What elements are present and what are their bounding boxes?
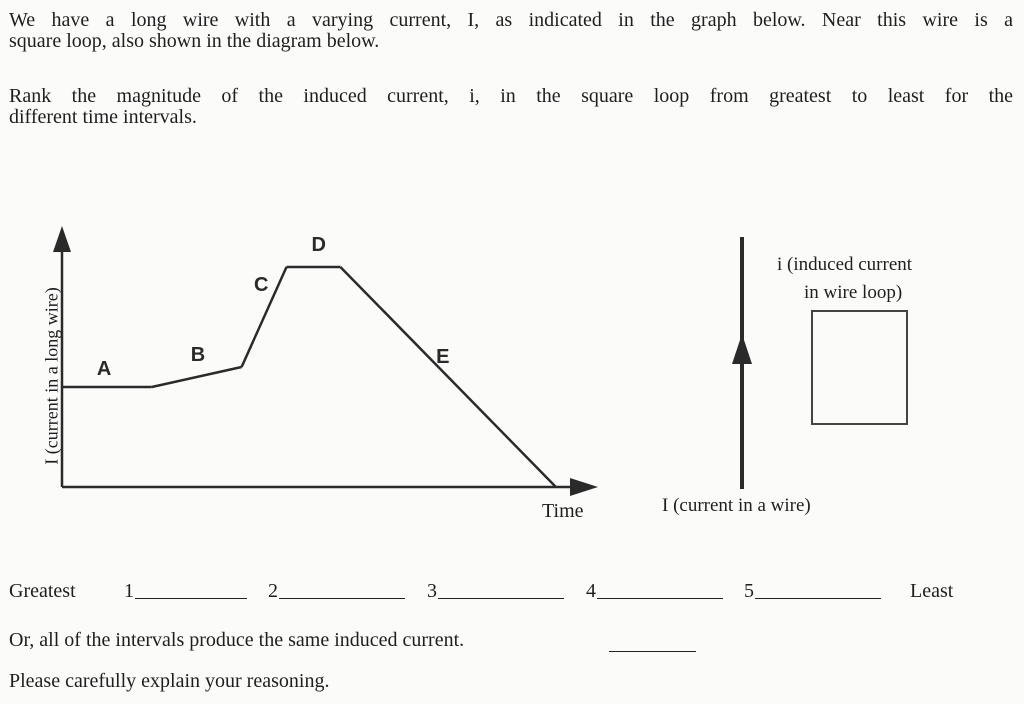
- question-line-2: different time intervals.: [9, 106, 197, 128]
- intro-line-2: square loop, also shown in the diagram below.: [9, 30, 380, 52]
- rank-number-2: 2: [268, 580, 278, 602]
- least-label: Least: [910, 580, 954, 602]
- rank-blank-4[interactable]: [597, 598, 723, 599]
- x-axis-arrowhead: [570, 478, 598, 496]
- same-current-question: Or, all of the intervals produce the same induced current.: [9, 629, 465, 651]
- rank-blank-2[interactable]: [279, 598, 405, 599]
- segment-label-b: B: [190, 344, 206, 366]
- explain-prompt: Please carefully explain your reasoning.: [9, 670, 330, 692]
- rank-number-1: 1: [124, 580, 134, 602]
- rank-blank-1[interactable]: [135, 598, 247, 599]
- segment-label-a: A: [96, 358, 112, 380]
- wire-label: I (current in a wire): [662, 495, 811, 516]
- loop-label-line-1: i (induced current: [777, 254, 913, 275]
- wire-current-arrow: [732, 334, 752, 364]
- greatest-label: Greatest: [9, 580, 76, 602]
- rank-number-4: 4: [586, 580, 596, 602]
- y-axis-label: I (current in a long wire): [41, 287, 62, 465]
- current-graph: [53, 226, 598, 496]
- rank-blank-5[interactable]: [755, 598, 881, 599]
- rank-blank-3[interactable]: [438, 598, 564, 599]
- question-line-1: Rank the magnitude of the induced current, i, in the square loop from greatest to least for the: [9, 85, 1013, 107]
- segment-e: [340, 267, 556, 487]
- rank-number-5: 5: [744, 580, 754, 602]
- segment-label-e: E: [436, 346, 450, 368]
- y-axis-arrowhead: [53, 226, 71, 252]
- x-axis-label: Time: [542, 500, 584, 522]
- rank-number-3: 3: [427, 580, 437, 602]
- segment-label-d: D: [311, 234, 326, 256]
- segment-label-c: C: [254, 274, 269, 296]
- same-current-blank[interactable]: [609, 651, 696, 652]
- loop-label-line-2: in wire loop): [804, 282, 903, 303]
- intro-line-1: We have a long wire with a varying current, I, as indicated in the graph below. Near this wire is a: [9, 9, 1013, 31]
- segment-b: [152, 367, 242, 387]
- square-loop: [812, 311, 907, 424]
